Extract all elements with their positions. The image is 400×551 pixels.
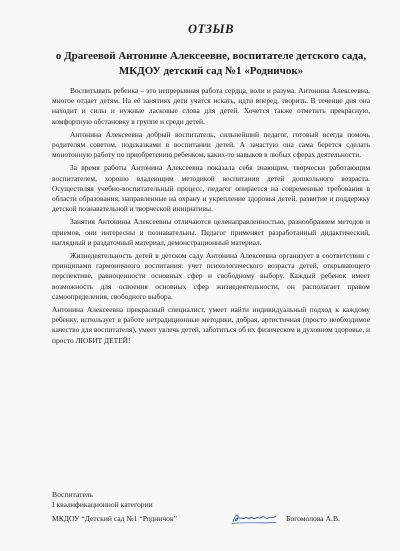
paragraph-3: За время работы Антонина Алексеевна показала себя знающим, творчески работающим воспитателем, хорошо владеющим методикой воспитания детей дошкольного возраста. Осуществляя учебно-воспитательный процесс, педагог опирается на современные требования в области образования, направленные на охрану и укрепление здоровья детей, развитие и поддержку детской познавательной и творческой инициативы. [52,163,370,214]
document-title: ОТЗЫВ [188,22,234,36]
paragraph-6: Антонина Алексеевна прекрасный специалист, умеет найти индивидуальный подход к каждому ребенку, использует в работе нетрадиционные методики, добрая, артистичная (просто необходимое качество для воспитателя), умеет увлечь детей, заботиться об их физическом и духовном здоровье, и просто ЛЮБИТ ДЕТЕЙ! [52,305,370,345]
paragraph-4: Занятия Антонины Алексеевны отличаются целенаправленностью, разнообразием методов и приемов, они интересны и познавательны. Педагог применяет разработанный дидактический, наглядный и раздаточный материал, демонстрационный материал. [52,217,370,247]
document-body [52,86,370,346]
signature-name: Богомолова А.В. [286,514,340,524]
signature-role: Воспитатель [52,490,94,499]
document-subject: о Драгеевой Антонине Алексеевне, воспитателе детского сада, МКДОУ детский сад №1 «Родничок» [55,50,367,77]
paragraph-2: Антонина Алексеевна добрый воспитатель, сильнейший педагог, готовый всегда помочь родителям советом, подсказками в воспитании детей. А зачастую она сама берется сделать монотонную работу по приобретению ребенком, каких-то навыков в любых сферах деятельности. [52,129,370,160]
handwritten-signature [230,511,278,525]
signature-row [52,511,382,525]
signature-category: I квалификационной категории [52,500,153,510]
paragraph-1: Воспитывать ребенка – это непрерывная работа сердца, воли и разума. Антонина Алексеевна, многое отдает детям. На её занятиях дети учатся искать, идти вперед, творить. В течение дня она находит и силы и нужные ласковые слова для детей. Хочется также отметить прекрасную, комфортную обстановку в группе и среди детей. [52,86,370,126]
signature-block [52,490,382,525]
paragraph-5: Жизнедеятельность детей в детском саду Антонина Алексеевна организует в соответствии с принципами гармоничного воспитания: учет психологического возраста детей, открывающего перспективе, равноценности основных сфер и свободному выбору. Каждый ребенок имеет возможность для освоения основных сфер жизнедеятельности, он располагает правом самоопределения, свободного выбора. [52,251,370,301]
signature-org: МКДОУ “Детский сад №1 “Родничок” [52,514,178,524]
